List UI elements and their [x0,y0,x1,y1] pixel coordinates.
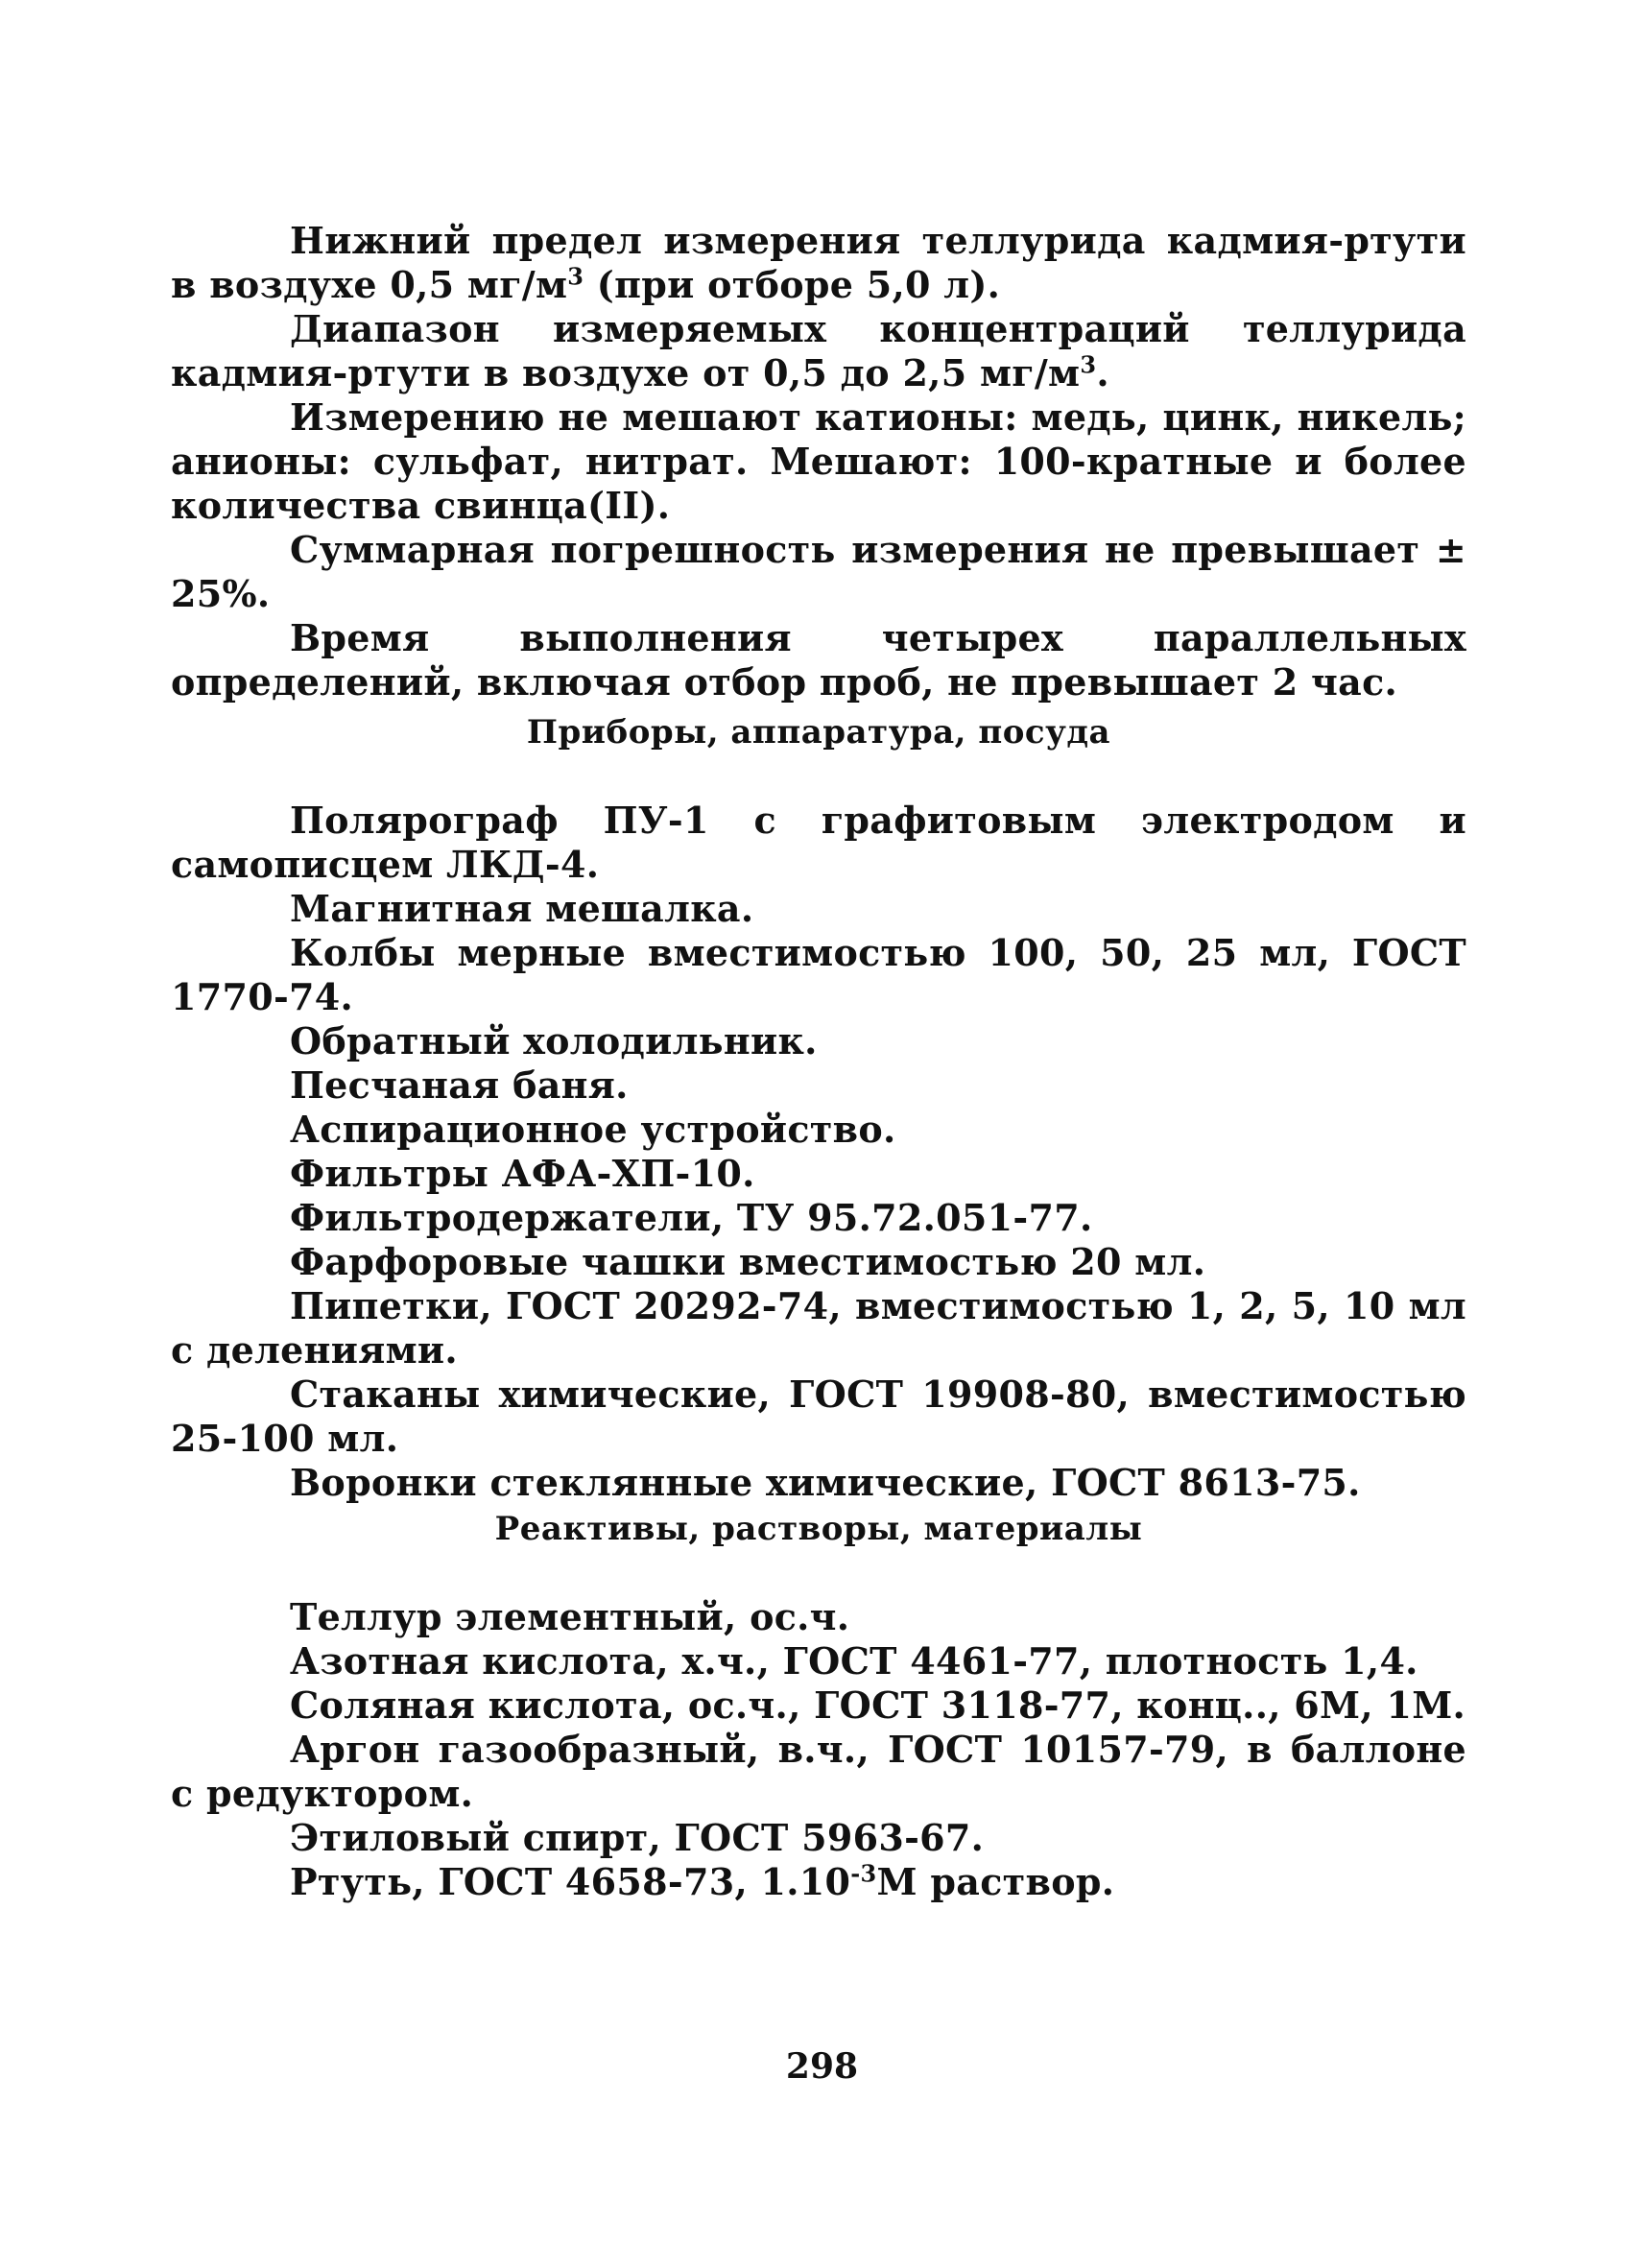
paragraph-text: Нижний предел измерения теллурида кадмия-ртути в воздухе 0,5 мг/м [171,219,1466,306]
superscript: 3 [567,262,584,291]
list-item: Фарфоровые чашки вместимостью 20 мл. [290,1240,1206,1283]
list-item-text: М раствор. [876,1860,1115,1903]
list-item: Теллур элементный, ос.ч. [290,1595,850,1638]
list-item: Стаканы химические, ГОСТ 19908-80, вместимостью 25-100 мл. [171,1373,1466,1460]
page-number: 298 [785,2046,859,2087]
equipment-list [171,799,1466,1505]
list-item: Пипетки, ГОСТ 20292-74, вместимостью 1, 2, 5, 10 мл с делениями. [171,1284,1466,1372]
list-item-text: Ртуть, ГОСТ 4658-73, 1.10 [290,1860,851,1903]
list-item: Фильтродержатели, ТУ 95.72.051-77. [290,1196,1093,1239]
paragraph-lower-limit [171,219,1466,307]
list-item: Аргон газообразный, в.ч., ГОСТ 10157-79, в баллоне с редуктором. [171,1728,1466,1815]
intro-section [171,219,1466,704]
reagents-list [171,1595,1466,1904]
paragraph-text: . [1096,351,1109,394]
superscript: 3 [1080,350,1097,379]
paragraph-text: (при отборе 5,0 л). [584,263,1001,306]
paragraph-error: Суммарная погрешность измерения не превышает ± 25%. [171,528,1466,615]
heading-reagents: Реактивы, растворы, материалы [494,1510,1143,1548]
heading-equipment: Приборы, аппаратура, посуда [526,713,1111,752]
list-item: Обратный холодильник. [290,1019,818,1062]
list-item: Соляная кислота, ос.ч., ГОСТ 3118-77, конц.., 6М, 1М. [290,1683,1466,1727]
superscript: -3 [850,1859,877,1888]
paragraph-range [171,307,1466,395]
list-item: Песчаная баня. [290,1063,629,1107]
list-item: Фильтры АФА-ХП-10. [290,1152,755,1195]
list-item: Аспирационное устройство. [290,1108,896,1151]
list-item: Колбы мерные вместимостью 100, 50, 25 мл, ГОСТ 1770-74. [171,931,1466,1018]
paragraph-interference: Измерению не мешают катионы: медь, цинк, никель; анионы: сульфат, нитрат. Мешают: 100-кратные и более количества свинца(II). [171,395,1466,527]
list-item: Магнитная мешалка. [290,887,754,930]
list-item-mercury [171,1860,1466,1904]
paragraph-text: Диапазон измеряемых концентраций теллурида кадмия-ртути в воздухе от 0,5 до 2,5 мг/м [171,307,1466,394]
list-item: Этиловый спирт, ГОСТ 5963-67. [290,1816,985,1859]
list-item: Полярограф ПУ-1 с графитовым электродом и самописцем ЛКД-4. [171,799,1466,886]
paragraph-time: Время выполнения четырех параллельных определений, включая отбор проб, не превышает 2 час. [171,616,1466,704]
list-item: Воронки стеклянные химические, ГОСТ 8613-75. [290,1461,1361,1504]
list-item: Азотная кислота, х.ч., ГОСТ 4461-77, плотность 1,4. [290,1639,1418,1683]
